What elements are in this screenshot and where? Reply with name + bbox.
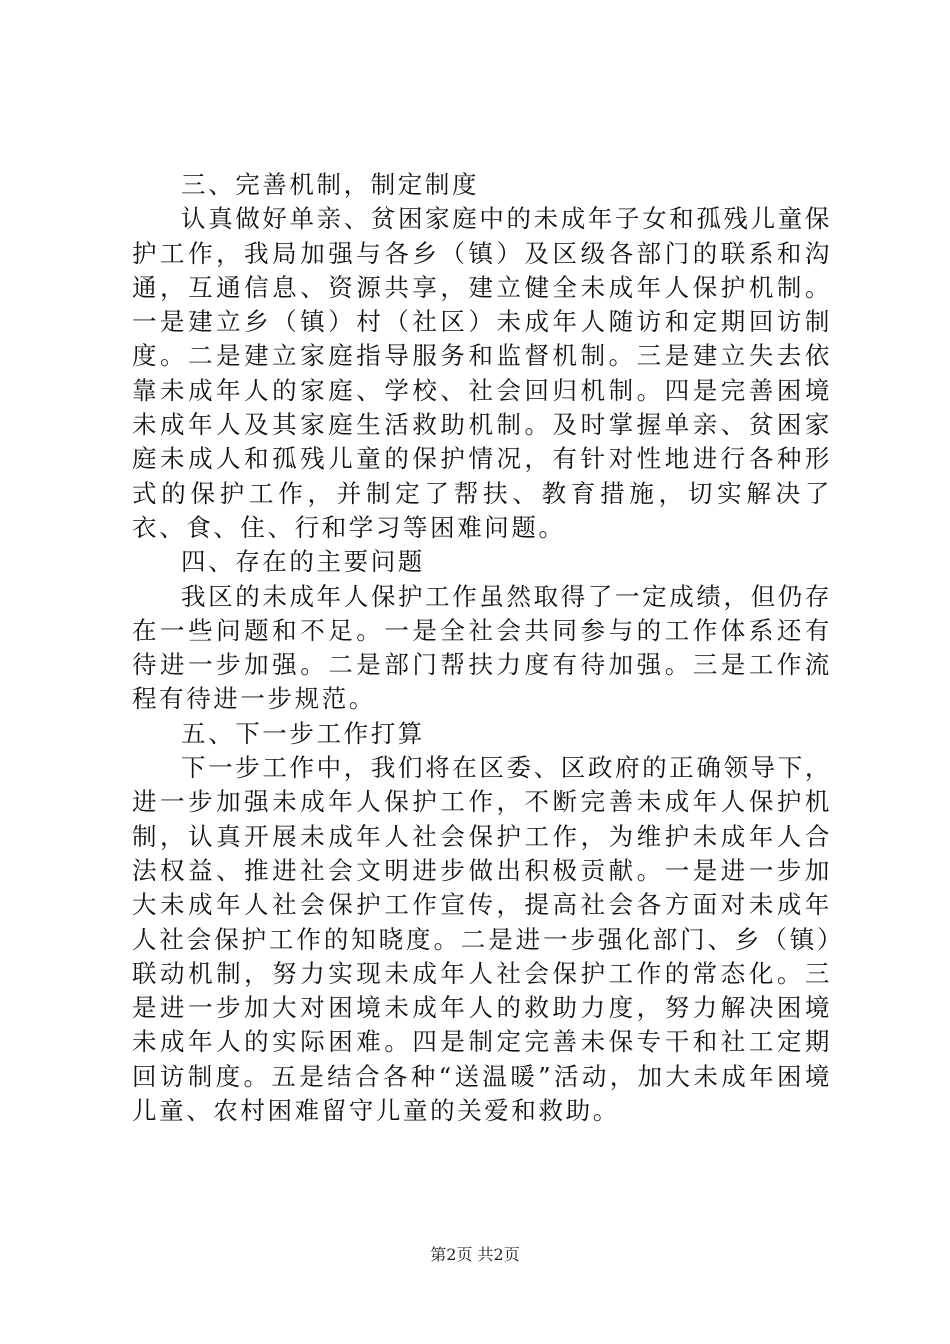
page-number: 第2页 bbox=[430, 1245, 473, 1264]
section-heading-5: 五、下一步工作打算 bbox=[181, 718, 425, 748]
section-body-3: 认真做好单亲、贫困家庭中的未成年子女和孤残儿童保护工作，我局加强与各乡（镇）及区级各部门的联系和沟通，互通信息、资源共享，建立健全未成年人保护机制。一是建立乡（镇）村（社区）未成年人随访和定期回访制度。二是建立家庭指导服务和监督机制。三是建立失去依靠未成年人的家庭、学校、社会回归机制。四是完善困境未成年人及其家庭生活救助机制。及时掌握单亲、贫困家庭未成人和孤残儿童的保护情况，有针对性地进行各种形式的保护工作，并制定了帮扶、教育措施，切实解决了衣、食、住、行和学习等困难问题。 bbox=[132, 204, 832, 542]
section-heading-4: 四、存在的主要问题 bbox=[181, 547, 425, 577]
document-body bbox=[132, 168, 832, 1128]
page-total: 共2页 bbox=[477, 1245, 520, 1264]
section-body-4: 我区的未成年人保护工作虽然取得了一定成绩，但仍存在一些问题和不足。一是全社会共同参与的工作体系还有待进一步加强。二是部门帮扶力度有待加强。三是工作流程有待进一步规范。 bbox=[132, 581, 832, 714]
section-heading-3: 三、完善机制，制定制度 bbox=[181, 170, 480, 199]
page-footer bbox=[0, 1244, 950, 1266]
section-body-5: 下一步工作中，我们将在区委、区政府的正确领导下，进一步加强未成年人保护工作，不断完善未成年人保护机制，认真开展未成年人社会保护工作，为维护未成年人合法权益、推进社会文明进步做出积极贡献。一是进一步加大未成年人社会保护工作宣传，提高社会各方面对未成年人社会保护工作的知晓度。二是进一步强化部门、乡（镇）联动机制，努力实现未成年人社会保护工作的常态化。三是进一步加大对困境未成年人的救助力度，努力解决困境未成年人的实际困难。四是制定完善未保专干和社工定期回访制度。五是结合各种“送温暖”活动，加大未成年困境儿童、农村困难留守儿童的关爱和救助。 bbox=[132, 753, 832, 1126]
